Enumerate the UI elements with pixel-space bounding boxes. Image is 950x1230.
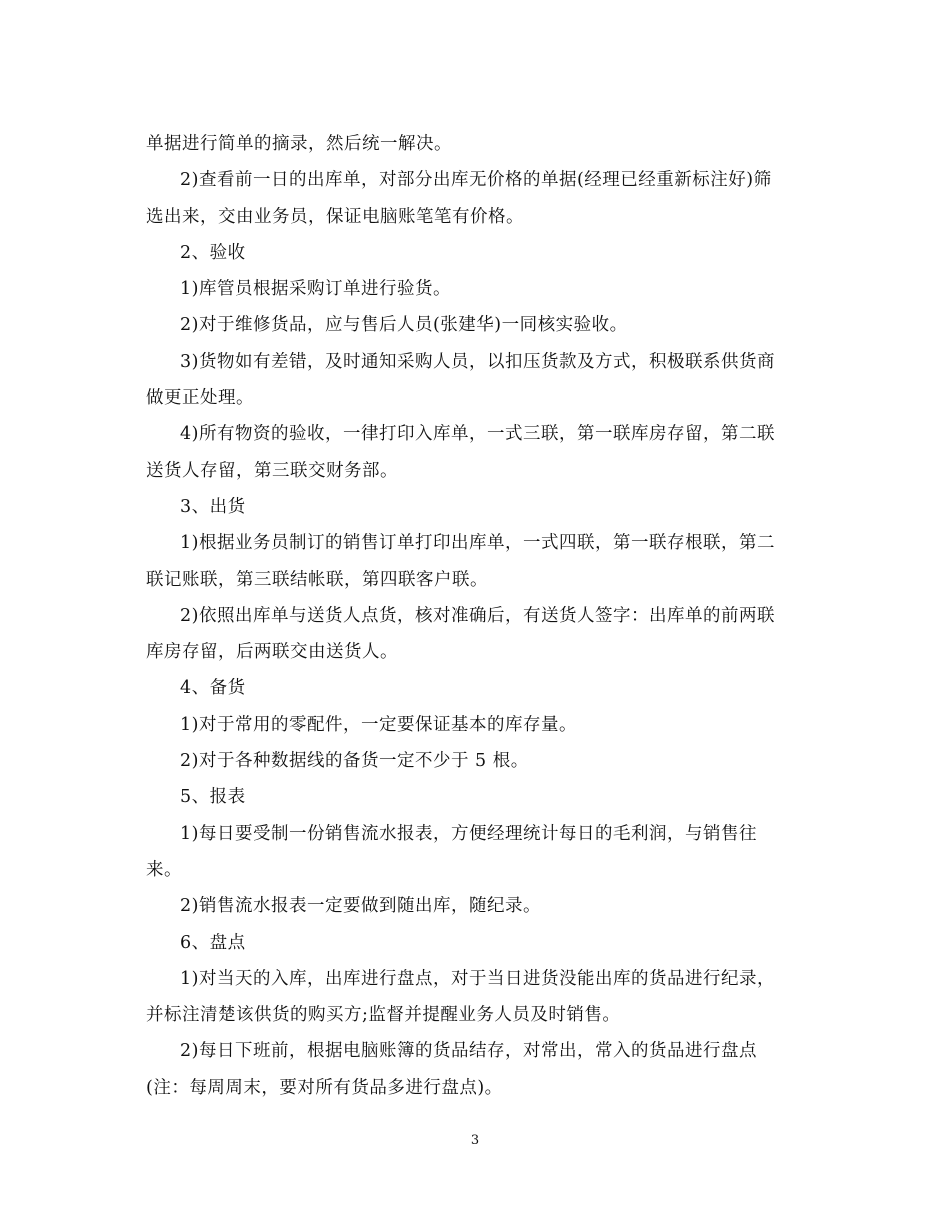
text-line: 来。 [146,859,182,880]
text-line: 1)对当天的入库，出库进行盘点，对于当日进货没能出库的货品进行纪录， [180,968,775,989]
text-line: 联记账联，第三联结帐联，第四联客户联。 [146,569,488,590]
text-line: 4)所有物资的验收，一律打印入库单，一式三联，第一联库房存留，第二联 [180,424,775,445]
text-line: 送货人存留，第三联交财务部。 [146,460,398,481]
text-line: 并标注清楚该供货的购买方;监督并提醒业务人员及时销售。 [146,1005,621,1026]
document-body [146,126,806,1106]
text-line: 1)每日要受制一份销售流水报表，方便经理统计每日的毛利润，与销售往 [180,823,757,844]
text-line: 2)销售流水报表一定要做到随出库，随纪录。 [180,896,541,917]
page-number: 3 [470,1133,480,1148]
text-line: 6、盘点 [180,932,246,953]
text-line: 3、出货 [180,496,246,517]
text-line: 1)库管员根据采购订单进行验货。 [180,279,451,300]
text-line: 2)对于各种数据线的备货一定不少于 5 根。 [180,751,529,772]
text-line: 1)对于常用的零配件，一定要保证基本的库存量。 [180,714,577,735]
text-line: 选出来，交由业务员，保证电脑账笔笔有价格。 [146,206,524,227]
text-line: 2)依照出库单与送货人点货，核对准确后，有送货人签字：出库单的前两联 [180,605,775,626]
text-line: 2)每日下班前，根据电脑账簿的货品结存，对常出，常入的货品进行盘点 [180,1041,757,1062]
text-line: 1)根据业务员制订的销售订单打印出库单，一式四联，第一联存根联，第二 [180,533,775,554]
text-line: (注：每周周末，要对所有货品多进行盘点)。 [146,1077,503,1098]
text-line: 2)查看前一日的出库单，对部分出库无价格的单据(经理已经重新标注好)筛 [180,170,772,191]
text-line: 做更正处理。 [146,388,254,409]
text-line: 单据进行简单的摘录，然后统一解决。 [146,134,452,154]
text-line: 5、报表 [180,787,246,808]
text-line: 3)货物如有差错，及时通知采购人员，以扣压货款及方式，积极联系供货商 [180,351,775,372]
text-line: 2)对于维修货品，应与售后人员(张建华)一同核实验收。 [180,315,628,336]
text-line: 2、验收 [180,242,246,263]
text-line: 4、备货 [180,678,246,699]
text-line: 库房存留，后两联交由送货人。 [146,642,398,663]
